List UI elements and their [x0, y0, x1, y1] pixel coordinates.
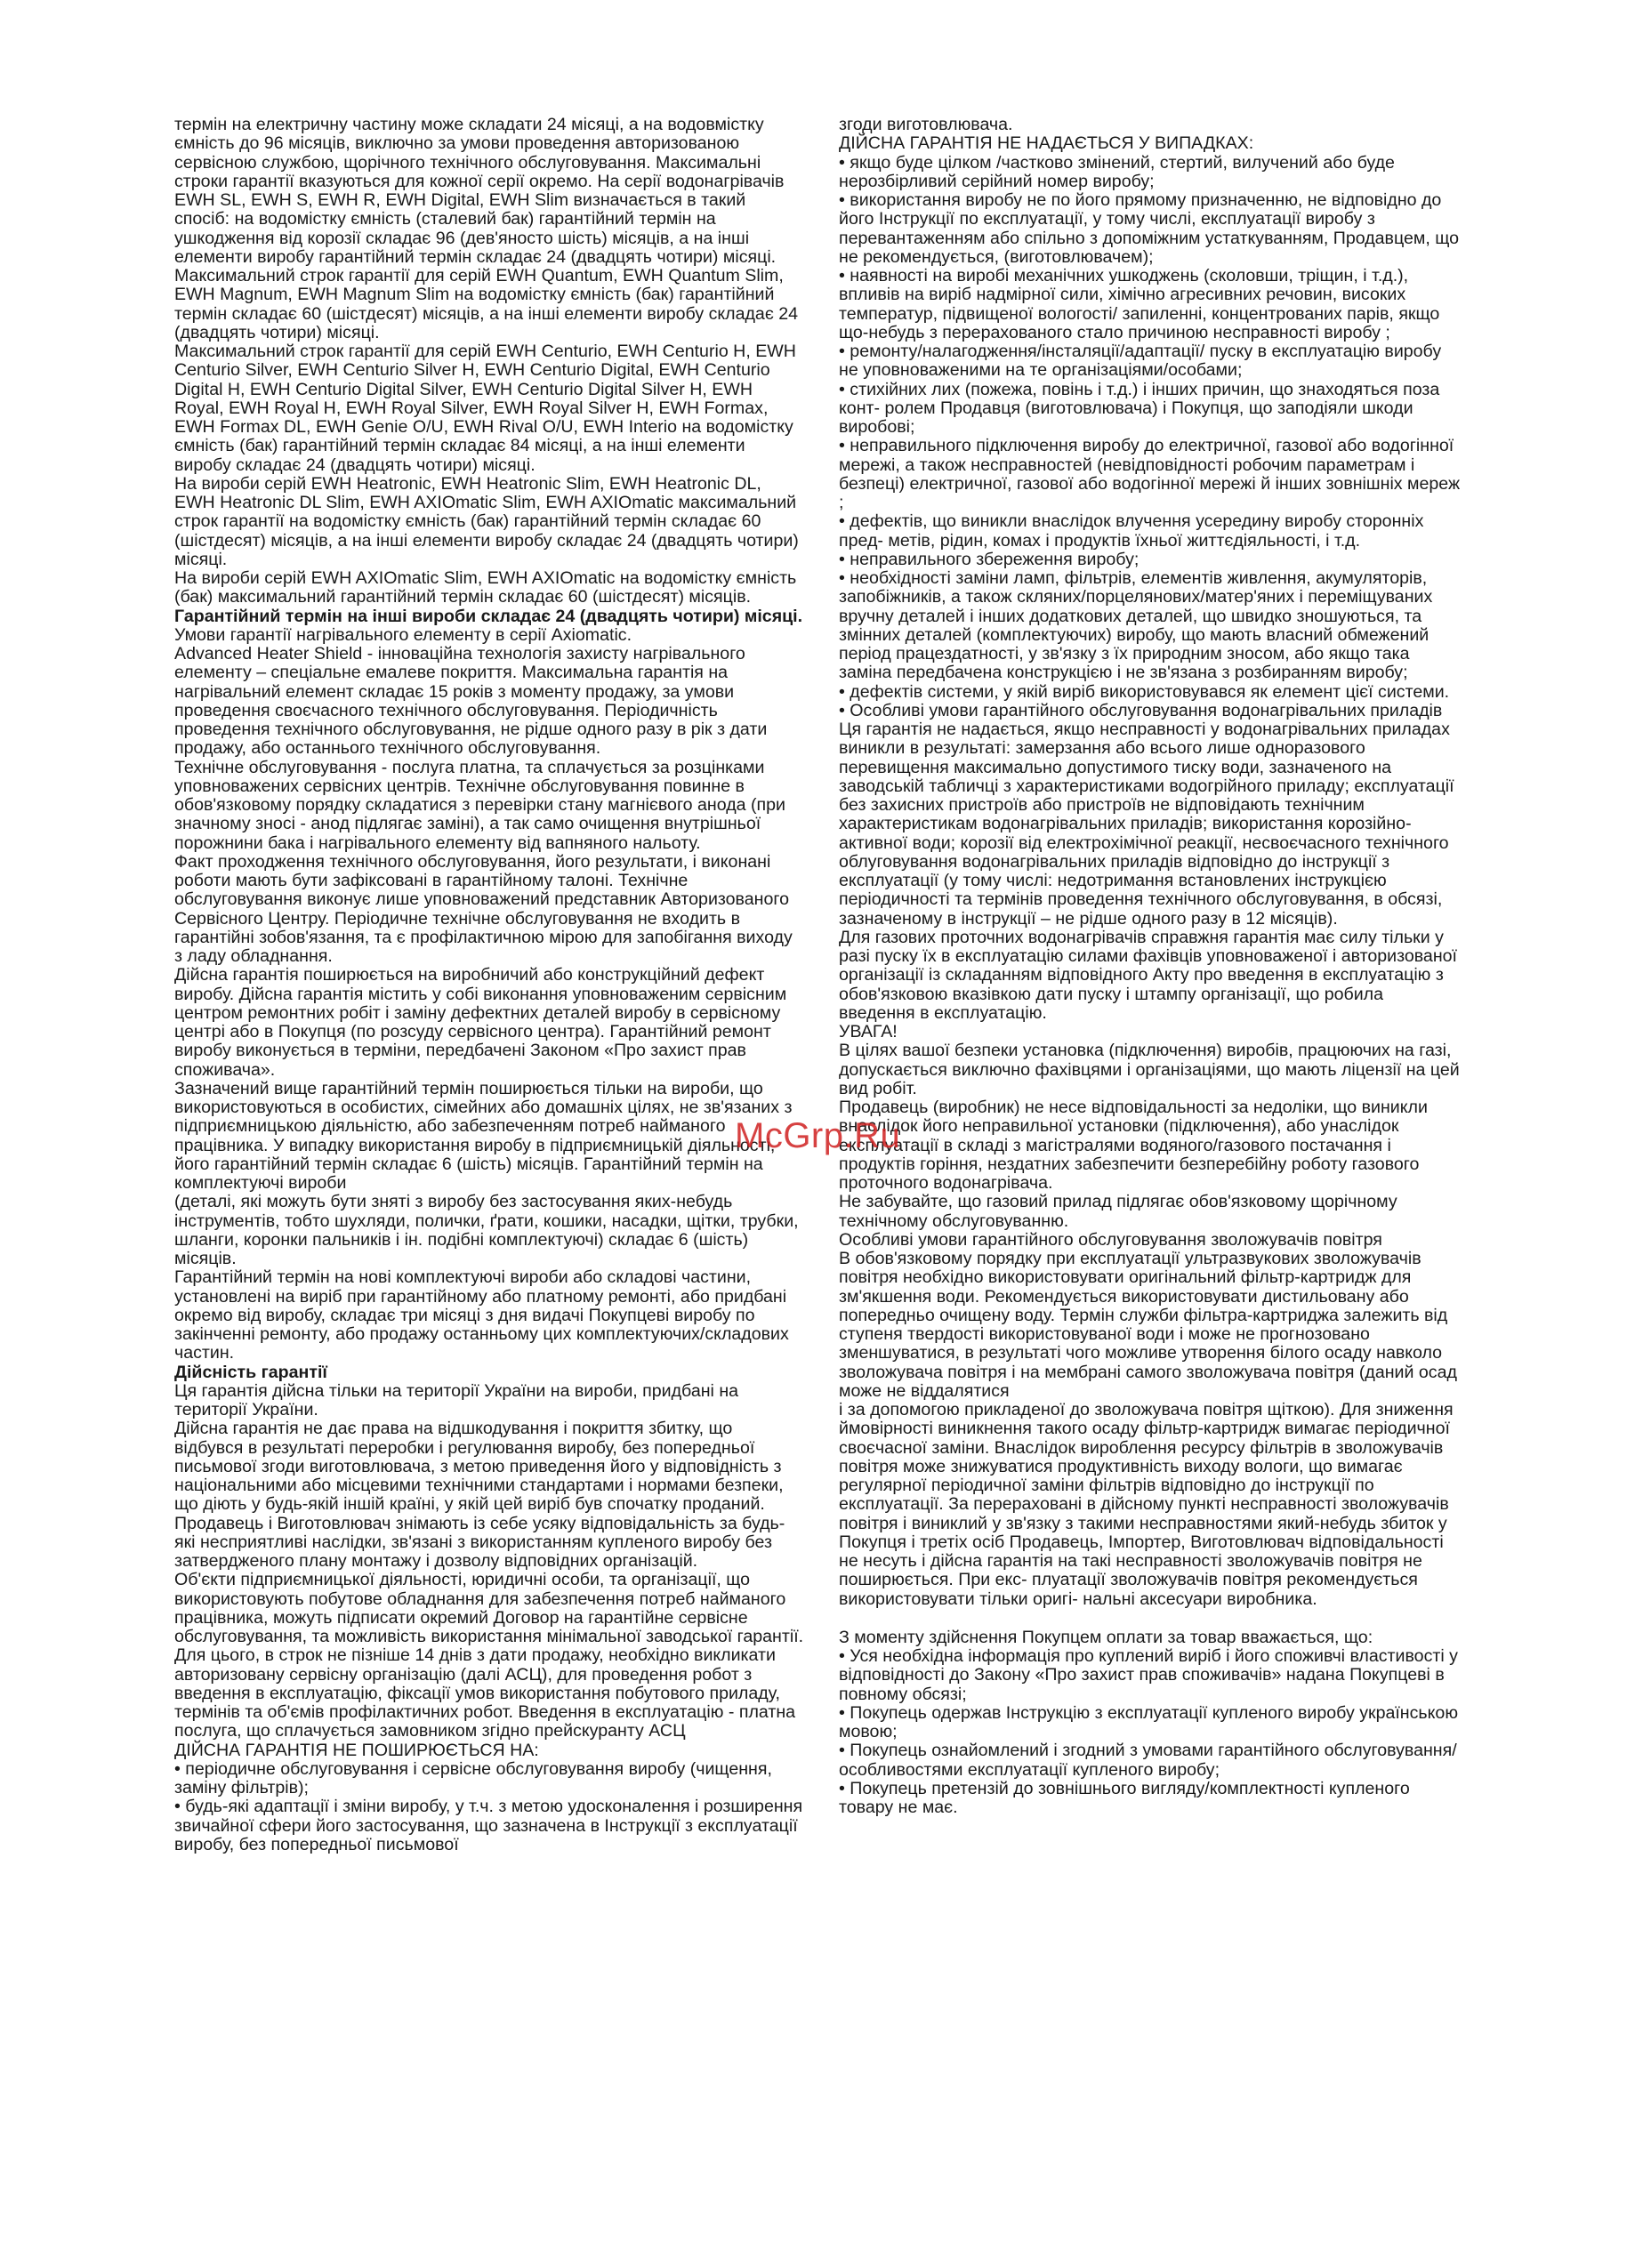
paragraph-text: • необхідності заміни ламп, фільтрів, елементів живлення, акумуляторів, запобіжників, а також скляних/порцелянових/матер'яних і переміщуваних вручну деталей і інших додаткових деталей, що швидко зношуються, та змінних деталей (комплектуючих) виробу, що мають власний обмежений період працездатності, у зв'язку з їх природним зносом, або якщо така заміна передбачена конструкцією і не зв'язана з розбиранням виробу; — [839, 568, 1433, 683]
paragraph — [839, 569, 1463, 683]
paragraph — [174, 853, 804, 967]
paragraph — [174, 1741, 804, 1760]
paragraph-text: Ця гарантія дійсна тільки на території України на вироби, придбані на території України. — [174, 1380, 739, 1420]
paragraph-text: Умови гарантії нагрівального елементу в серії Axiomatic. — [174, 624, 632, 645]
paragraph-text: (деталі, які можуть бути зняті з виробу без застосування яких-небудь інструментів, тобто шухляди, полички, ґрати, кошики, насадки, щітки, трубки, шланги, коронки пальників і ін. подібні комплектуючі) складає 6 (шість) місяців. — [174, 1192, 799, 1268]
paragraph-text: ДІЙСНА ГАРАНТІЯ НЕ НАДАЄТЬСЯ У ВИПАДКАХ: — [839, 133, 1254, 154]
paragraph — [839, 929, 1463, 1023]
paragraph — [174, 1268, 804, 1363]
paragraph-text: • ремонту/налагодження/інсталяції/адаптації/ пуску в експлуатацію виробу не уповноваженими на те організаціями/особами; — [839, 342, 1442, 381]
paragraph-text: Дійсна гарантія не дає права на відшкодування і покриття збитку, що відбувся в результаті переробки і регулювання виробу, без попередньої письмової згоди виготовлювача, з метою приведення його у відповідність з національними або місцевими технічними стандартами і нормами безпеки, що діють у будь-якій іншій країні, у якій цей виріб був спочатку проданий. — [174, 1419, 784, 1515]
paragraph-text: • дефектів, що виникли внаслідок влучення усередину виробу сторонніх пред- метів, рідин, комах і продуктів їхньої життєдіяльності, і т.д. — [839, 511, 1424, 551]
paragraph — [839, 437, 1463, 512]
paragraph-text: Дійсна гарантія поширюється на виробничий або конструкційний дефект виробу. Дійсна гарантія містить у собі виконання уповноваженим сервісним центром ремонтних робіт і заміну дефектних деталей виробу в сервісному центрі або в Покупця (по розсуду сервісного центра). Гарантійний ремонт виробу виконується в терміни, передбачені Законом «Про захист прав споживача». — [174, 965, 787, 1080]
paragraph-text: • наявності на виробі механічних ушкоджень (сколовши, тріщин, і т.д.), впливів на виріб надмірної сили, хімічно агресивних речовин, високих температур, підвищеної вологості/ запиленні, концентрованих парів, якщо що-небудь з перерахованого стало причиною несправності виробу ; — [839, 266, 1440, 342]
paragraph-text: На вироби серій EWH Heatronic, EWH Heatronic Slim, EWH Heatronic DL, EWH Heatronic DL Slim, EWH AXIOmatic Slim, EWH AXIOmatic максимальний строк гарантії на водомістку ємність (бак) гарантійний термін складає 60 (шістдесят) місяців, а на інші елементи виробу складає 24 (двадцять чотири) місяці. — [174, 473, 799, 569]
bold-heading: Дійсність гарантії — [174, 1362, 327, 1382]
paragraph — [839, 1780, 1463, 1818]
paragraph — [839, 1647, 1463, 1704]
paragraph-text: • дефектів системи, у якій виріб використовувався як елемент цієї системи. — [839, 681, 1450, 702]
paragraph-text: Технічне обслуговування - послуга платна, та сплачується за розцінками уповноважених сервісних центрів. Технічне обслуговування повинне в обов'язковому порядку складатися з перевірки стану магнієвого анода (при значному зносі - анод підлягає заміні), а так само очищення внутрішньої порожнини бака і нагрівального елементу від вапняного нальоту. — [174, 757, 785, 853]
paragraph-text: Advanced Heater Shield - інноваційна технологія захисту нагрівального елементу – спеціальне емалеве покриття. Максимальна гарантія на нагрівальний елемент складає 15 років з моменту продажу, за умови проведення своєчасного технічного обслуговування. Періодичність проведення технічного обслуговування, не рідше одного разу в рік з дати продажу, або останнього технічного обслуговування. — [174, 644, 768, 759]
paragraph — [174, 1515, 804, 1572]
paragraph — [174, 116, 804, 267]
paragraph-text: З моменту здійснення Покупцем оплати за товар вважається, що: — [839, 1627, 1373, 1647]
paragraph — [174, 645, 804, 759]
paragraph — [839, 1704, 1463, 1742]
paragraph — [174, 342, 804, 475]
paragraph-text: • якщо буде цілком /частково змінений, стертий, вилучений або буде нерозбірливий серійний номер виробу; — [839, 152, 1395, 191]
paragraph-text: Гарантійний термін на нові комплектуючі вироби або складові частини, установлені на виріб при гарантійному або платному ремонті, або придбані окремо від виробу, складає три місяці з дня видачі Покупцеві виробу по закінченні ремонту, або продажу останньому цих комплектуючих/складових частин. — [174, 1267, 789, 1363]
paragraph-text: • будь-які адаптації і зміни виробу, у т.ч. з метою удосконалення і розширення звичайної сфери його застосування, що зазначена в Інструкції з експлуатації виробу, без попередньої письмової — [174, 1797, 803, 1854]
paragraph-text: Максимальний строк гарантії для серій EWH Quantum, EWH Quantum Slim, EWH Magnum, EWH Magnum Slim на водомістку ємність (бак) гарантійний термін складає 60 (шістдесят) місяців, а на інші елементи виробу складає 24 (двадцять чотири) місяці. — [174, 266, 799, 342]
paragraph-text: Продавець (виробник) не несе відповідальності за недоліки, що виникли внаслідок його неправильної установки (підключення), або унаслідок експлуатації в складі з магістралями водяного/газового постачання і продуктів горіння, нездатних забезпечити безперебійну роботу газового проточного водонагрівача. — [839, 1098, 1428, 1193]
paragraph-text: • використання виробу не по його прямому призначенню, не відповідно до його Інструкції по експлуатації, у тому числі, експлуатації виробу з перевантаженням або спільно з допоміжним устаткуванням, Продавцем, що не рекомендується, (виготовлювачем); — [839, 190, 1460, 267]
paragraph-text: • неправильного підключення виробу до електричної, газової або водогінної мережі, а також несправностей (невідповідності робочим параметрам і безпеці) електричної, газової або водогінної мережі й інших зовнішніх мереж ; — [839, 436, 1461, 512]
paragraph — [839, 702, 1463, 929]
paragraph-text: Зазначений вище гарантійний термін поширюється тільки на вироби, що використовуються в особистих, сімейних або домашніх цілях, не зв'язаних з підприємницькою діяльністю, або забезпеченням потреб найманого працівника. У випадку використання виробу в підприємницькій діяльності, його гарантійний термін складає 6 (шість) місяців. Гарантійний термін на комплектуючі вироби — [174, 1078, 793, 1193]
paragraph — [174, 1798, 804, 1854]
paragraph-text: Максимальний строк гарантії для серій EWH Centurio, EWH Centurio H, EWH Centurio Silver, EWH Centurio Silver H, EWH Centurio Digital, EWH Centurio Digital H, EWH Centurio Digital Silver, EWH Centurio Digital Silver H, EWH Royal, EWH Royal H, EWH Royal Silver, EWH Royal Silver H, EWH Formax, EWH Formax DL, EWH Genie O/U, EWH Rival O/U, EWH Interio на водомістку ємність (бак) гарантійний термін складає 84 місяці, а на інші елементи виробу складає 24 (двадцять чотири) місяці. — [174, 342, 796, 475]
paragraph-text: • стихійних лих (пожежа, повінь і т.д.) і інших причин, що знаходяться поза конт- ролем Продавця (виготовлювача) і Покупця, що заподіяли шкоди виробові; — [839, 379, 1440, 437]
paragraph — [839, 267, 1463, 342]
paragraph — [839, 1401, 1463, 1609]
paragraph-text: Об'єкти підприємницької діяльності, юридичні особи, та організації, що використовують побутове обладнання для забезпечення потреб найманого працівника, можуть підписати окремий Договор на гарантійне сервісне обслуговування, та можливість використання мінімальної заводської гарантії. Для цього, в строк не пізніше 14 днів з дати продажу, необхідно викликати авторизовану сервісну організацію (далі АСЦ), для проведення робот з введення в експлуатацію, фіксації умов використання побутового приладу, термінів та об'ємів профілактичних робот. Введення в експлуатацію - платна послуга, що сплачується замовником згідно прейскуранту АСЦ — [174, 1570, 804, 1741]
paragraph-text: На вироби серій EWH AXIOmatic Slim, EWH AXIOmatic на водомістку ємність (бак) максимальний гарантійний термін складає 60 (шістдесят) місяців. — [174, 568, 797, 607]
paragraph-text: • Особливі умови гарантійного обслуговування водонагрівальних приладів Ця гарантія не надається, якщо несправності у водонагрівальних приладах виникли в результаті: замерзання або всього лише одноразового перевищення максимально допустимого тиску води, зазначеного на заводській табличці з характеристиками водогрійного приладу; експлуатації без захисних пристроїв або пристроїв не відповідають технічним характеристикам водонагрівальних приладів; використання корозійно-активної води; корозії від електрохімічної реакції, несвоєчасного технічного облуговування водонагрівальних приладів відповідно до інструкції з експлуатації (у тому числі: недотримання встановлених інструкцією періодичності та термінів проведення технічного обслуговування, в обсязі, зазначеному в інструкції – не рідше одного разу в 12 місяців). — [839, 700, 1454, 929]
paragraph-text: • Покупець претензій до зовнішнього вигляду/комплектності купленого товару не має. — [839, 1778, 1410, 1817]
paragraph-text: • Уся необхідна інформація про куплений виріб і його споживчі властивості у відповідності до Закону «Про захист прав споживачів» надана Покупцеві в повному обсязі; — [839, 1646, 1458, 1704]
paragraph-text: Факт проходження технічного обслуговування, його результати, і виконані роботи мають бути зафіксовані в гарантійному талоні. Технічне обслуговування виконує лише уповноважений представник Авторизованого Сервісного Центру. Періодичне технічне обслуговування не входить в гарантійні зобов'язання, та є профілактичною мірою для запобігання виходу з ладу обладнання. — [174, 851, 793, 966]
paragraph-text: В обов'язковому порядку при експлуатації ультразвукових зволожувачів повітря необхідно використовувати оригінальний фільтр-картридж для зм'якшення води. Рекомендується використовувати дистильовану або попередньо очищену воду. Термін служби фільтра-картриджа залежить від ступеня твердості використовуваної води і може не прогнозовано зменшуватися, в результаті чого можливе утворення білого осаду навколо зволожувача повітря і на мембрані самого зволожувача повітря (даний осад може не віддалятися — [839, 1249, 1457, 1401]
paragraph-text: Продавець і Виготовлювач знімають із себе усяку відповідальність за будь-які несприятливі наслідки, зв'язані з використанням купленого виробу без затвердженого плану монтажу і дозволу відповідних організацій. — [174, 1513, 785, 1571]
paragraph — [174, 759, 804, 853]
paragraph — [174, 966, 804, 1080]
paragraph — [839, 381, 1463, 438]
watermark: McGrp.Ru — [735, 1116, 901, 1155]
paragraph-text: і за допомогою прикладеної до зволожувача повітря щіткою). Для зниження ймовірності виникнення такого осаду фільтр-картридж вимагає періодичної своєчасної заміни. Внаслідок вироблення ресурсу фільтрів в зволожувачів повітря може знижуватися продуктивність виходу вологи, що вимагає регулярної періодичної заміни фільтрів відповідно до інструкції по експлуатації. За перераховані в дійсному пункті несправності зволожувачів повітря і виниклий у зв'язку з такими несправностями який-небудь збиток у Покупця і третіх осіб Продавець, Імпортер, Виготовлювач відповідальності не несуть і дійсна гарантія на такі несправності зволожувачів повітря не поширюється. При екс- плуатації зволожувачів повітря рекомендується використовувати тільки оригі- нальні аксесуари виробника. — [839, 1400, 1454, 1609]
paragraph-text: • неправильного збереження виробу; — [839, 549, 1140, 569]
right-text-column — [839, 116, 1463, 1817]
paragraph — [839, 116, 1463, 134]
paragraph — [839, 1741, 1463, 1780]
paragraph-text: ДІЙСНА ГАРАНТІЯ НЕ ПОШИРЮЄТЬСЯ НА: — [174, 1740, 539, 1760]
paragraph — [839, 1193, 1463, 1231]
paragraph — [839, 1231, 1463, 1250]
paragraph — [839, 1042, 1463, 1098]
paragraph-text: • періодичне обслуговування і сервісне обслуговування виробу (чищення, заміну фільтрів); — [174, 1758, 772, 1798]
paragraph — [839, 1023, 1463, 1042]
paragraph — [174, 1080, 804, 1194]
paragraph-text: Для газових проточних водонагрівачів справжня гарантія має силу тільки у разі пуску їх в експлуатацію силами фахівців уповноваженої і авторизованої організації із складанням відповідного Акту про введення в експлуатацію з обов'язковою вказівкою дати пуску і штампу організації, що робила введення в експлуатацію. — [839, 927, 1457, 1023]
paragraph — [839, 154, 1463, 192]
paragraph-text: Не забувайте, що газовий прилад підлягає обов'язковому щорічному технічному обслуговуванню. — [839, 1192, 1397, 1231]
bold-heading: Гарантійний термін на інші вироби складає 24 (двадцять чотири) місяці. — [174, 606, 803, 626]
paragraph — [174, 607, 804, 646]
paragraph — [839, 1250, 1463, 1401]
paragraph-text: В цілях вашої безпеки установка (підключення) виробів, працюючих на газі, допускається виключно фахівцями і організаціями, що мають ліцензії на цей вид робіт. — [839, 1041, 1460, 1098]
paragraph — [174, 267, 804, 342]
left-text-column — [174, 116, 804, 1854]
paragraph — [839, 512, 1463, 551]
paragraph-spacer — [839, 1609, 1463, 1629]
paragraph — [839, 551, 1463, 569]
paragraph-text: • Покупець ознайомлений і згодний з умовами гарантійного обслуговування/ особливостями експлуатації купленого виробу; — [839, 1741, 1457, 1780]
paragraph — [174, 1571, 804, 1741]
paragraph-text: • Покупець одержав Інструкцію з експлуатації купленого виробу українською мовою; — [839, 1702, 1459, 1741]
paragraph — [174, 1420, 804, 1514]
paragraph — [174, 1363, 804, 1382]
paragraph-text: УВАГА! — [839, 1022, 898, 1042]
paragraph-text: згоди виготовлювача. — [839, 115, 1013, 134]
paragraph — [174, 1193, 804, 1268]
paragraph — [174, 569, 804, 607]
paragraph-text: термін на електричну частину може складати 24 місяці, а на водовмістку ємність до 96 місяців, виключно за умови проведення авторизованою сервісною службою, щорічного технічного обслуговування. Максимальні строки гарантії вказуються для кожної серії окремо. На серії водонагрівачів EWH SL, EWH S, EWH R, EWH Digital, EWH Slim визначається в такий спосіб: на водомістку ємність (сталевий бак) гарантійний термін на ушкодження від корозії складає 96 (дев'яносто шість) місяців, а на інші елементи виробу гарантійний термін складає 24 (двадцять чотири) місяці. — [174, 115, 785, 267]
paragraph — [839, 683, 1463, 702]
paragraph — [839, 134, 1463, 153]
paragraph — [839, 191, 1463, 267]
paragraph — [174, 475, 804, 569]
paragraph — [174, 1760, 804, 1798]
paragraph — [174, 1382, 804, 1420]
paragraph — [839, 342, 1463, 381]
paragraph — [839, 1629, 1463, 1647]
paragraph-text: Особливі умови гарантійного обслуговування зволожувачів повітря — [839, 1229, 1382, 1250]
paragraph — [839, 1098, 1463, 1193]
